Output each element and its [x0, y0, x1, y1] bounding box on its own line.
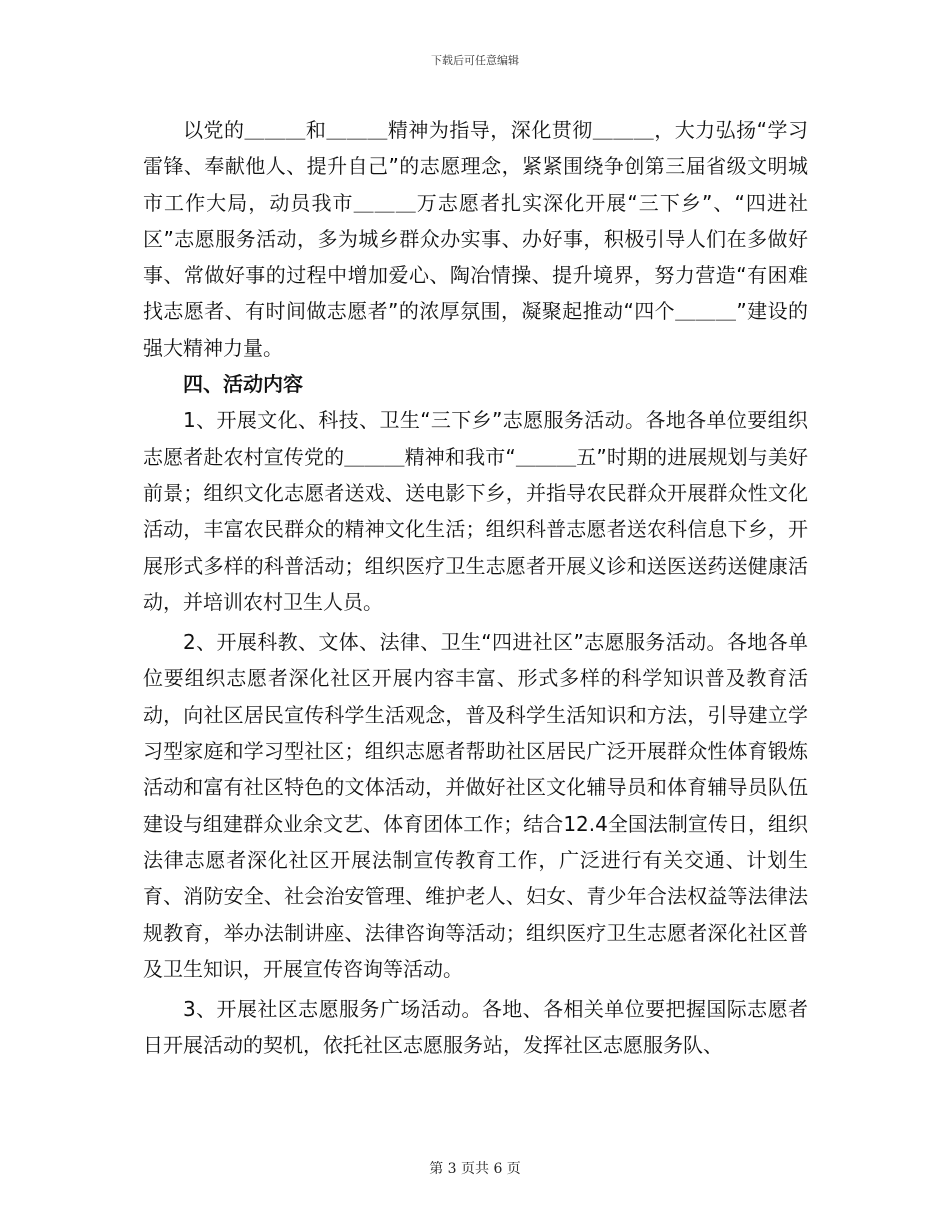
page-header: 下载后可任意编辑	[431, 54, 519, 67]
item-3-paragraph: 3、开展社区志愿服务广场活动。各地、各相关单位要把握国际志愿者日开展活动的契机，依托社区志愿服务站，发挥社区志愿服务队、	[143, 997, 808, 1058]
item-2-paragraph: 2、开展科教、文体、法律、卫生“四进社区”志愿服务活动。各地各单位要组织志愿者深化社区开展内容丰富、形式多样的科学知识普及教育活动，向社区居民宣传科学生活观念，普及科学生活知识和方法，引导建立学习型家庭和学习型社区；组织志愿者帮助社区居民广泛开展群众性体育锻炼活动和富有社区特色的文体活动，并做好社区文化辅导员和体育辅导员队伍建设与组建群众业余文艺、体育团体工作；结合12.4全国法制宣传日，组织法律志愿者深化社区开展法制宣传教育工作，广泛进行有关交通、计划生育、消防安全、社会治安管理、维护老人、妇女、青少年合法权益等法律法规教育，举办法制讲座、法律咨询等活动；组织医疗卫生志愿者深化社区普及卫生知识，开展宣传咨询等活动。	[143, 630, 808, 981]
document-body	[143, 112, 808, 1064]
item-1-paragraph: 1、开展文化、科技、卫生“三下乡”志愿服务活动。各地各单位要组织志愿者赴农村宣传党的＿＿＿精神和我市“＿＿＿五”时期的进展规划与美好前景；组织文化志愿者送戏、送电影下乡，并指导农民群众开展群众性文化活动，丰富农民群众的精神文化生活；组织科普志愿者送农科信息下乡，开展形式多样的科普活动；组织医疗卫生志愿者开展义诊和送医送药送健康活动，并培训农村卫生人员。	[143, 408, 808, 614]
section-heading: 四、活动内容	[183, 372, 303, 397]
intro-paragraph: 以党的＿＿＿和＿＿＿精神为指导，深化贯彻＿＿＿，大力弘扬“学习雷锋、奉献他人、提升自己”的志愿理念，紧紧围绕争创第三届省级文明城市工作大局，动员我市＿＿＿万志愿者扎实深化开展“三下乡”、“四进社区”志愿服务活动，多为城乡群众办实事、办好事，积极引导人们在多做好事、常做好事的过程中增加爱心、陶冶情操、提升境界，努力营造“有困难找志愿者、有时间做志愿者”的浓厚氛围，凝聚起推动“四个＿＿＿”建设的强大精神力量。	[143, 118, 808, 360]
page-footer: 第 3 页共 6 页	[429, 1161, 521, 1177]
